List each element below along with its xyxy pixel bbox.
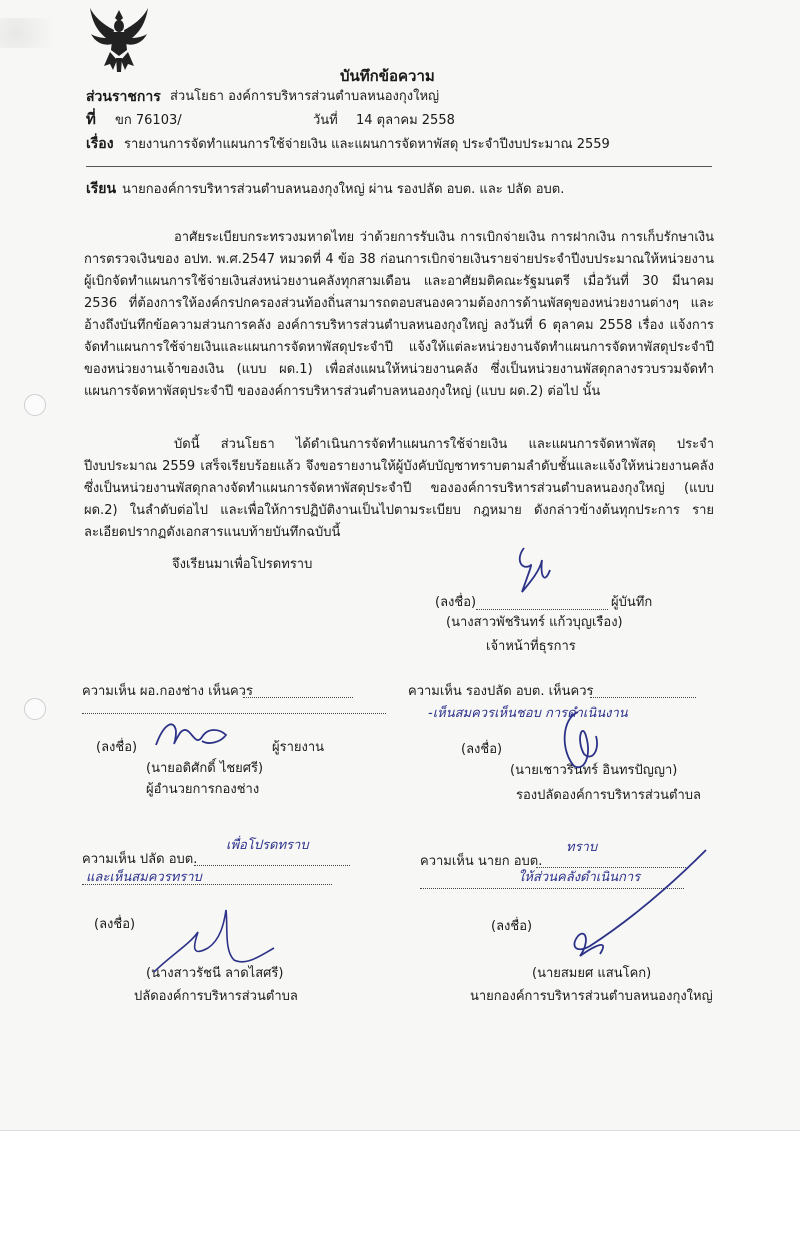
memo-title: บันทึกข้อความ xyxy=(340,67,435,85)
deputy-sign-label: (ลงชื่อ) xyxy=(461,742,503,757)
palad-handwritten-1: เพื่อโปรดทราบ xyxy=(226,838,309,853)
recorder-signature xyxy=(512,540,562,602)
deputy-handwritten-note: -เห็นสมควรเห็นชอบ การดำเนินงาน xyxy=(428,706,628,721)
punch-hole xyxy=(24,394,46,416)
engineering-role: ผู้รายงาน xyxy=(272,740,325,755)
mayor-handwritten-1: ทราบ xyxy=(566,840,598,855)
mayor-position: นายกองค์การบริหารส่วนตำบลหนองกุงใหญ่ xyxy=(470,989,713,1004)
garuda-emblem-icon xyxy=(88,6,150,74)
deputy-position: รองปลัดองค์การบริหารส่วนตำบล xyxy=(516,788,701,803)
engineering-position: ผู้อำนวยการกองช่าง xyxy=(146,782,260,797)
deputy-signature xyxy=(556,706,606,776)
recorder-role: ผู้บันทึก xyxy=(611,595,653,610)
subject-label: เรื่อง xyxy=(86,136,114,152)
header-divider xyxy=(86,166,712,167)
mayor-handwritten-2: ให้ส่วนคลังดำเนินการ xyxy=(518,870,641,885)
palad-name: (นางสาวรัชนี ลาดไสศรี) xyxy=(146,966,284,981)
mayor-signature xyxy=(560,846,710,964)
deputy-name: (นายเชาวรินทร์ อินทรปัญญา) xyxy=(510,763,678,778)
engineering-opinion-line-2 xyxy=(82,703,386,714)
date-label: วันที่ xyxy=(313,113,338,128)
date-value: 14 ตุลาคม 2558 xyxy=(356,113,455,128)
subject-value: รายงานการจัดทำแผนการใช้จ่ายเงิน และแผนการจัดหาพัสดุ ประจำปีงบประมาณ 2559 xyxy=(124,137,610,152)
deputy-opinion-label: ความเห็น รองปลัด อบต. เห็นควร xyxy=(408,684,594,699)
recorder-position: เจ้าหน้าที่ธุรการ xyxy=(486,639,576,654)
salutation-value: นายกองค์การบริหารส่วนตำบลหนองกุงใหญ่ ผ่าน รองปลัด อบต. และ ปลัด อบต. xyxy=(122,182,565,197)
engineering-opinion-label: ความเห็น ผอ.กองช่าง เห็นควร xyxy=(82,684,253,699)
engineering-sign-label: (ลงชื่อ) xyxy=(96,740,138,755)
department-label: ส่วนราชการ xyxy=(86,89,161,105)
palad-handwritten-2: และเห็นสมควรทราบ xyxy=(86,870,202,885)
body-paragraph-1: อาศัยระเบียบกระทรวงมหาดไทย ว่าด้วยการรับเงิน การเบิกจ่ายเงิน การฝากเงิน การเก็บรักษาเงินการตรวจเงินของ อปท. พ.ศ.2547 หมวดที่ 4 ข้อ 38 ก่อนการเบิกจ่ายเงินรายจ่ายประจำปีงบประมาณให้หน่วยงานผู้เบิกจัดทำแผนการใช้จ่ายเงินส่งหน่วยงานคลังทุกสามเดือน และอาศัยมติคณะรัฐมนตรี เมื่อวันที่ 30 มีนาคม 2536 ที่ต้องการให้องค์กรปกครองส่วนท้องถิ่นสามารถตอบสนองความต้องการด้านพัสดุของหน่วยงานต่างๆ และอ้างถึงบันทึกข้อความส่วนการคลัง องค์การบริหารส่วนตำบลหนองกุงใหญ่ ลงวันที่ 6 ตุลาคม 2558 เรื่อง แจ้งการจัดทำแผนการใช้จ่ายเงินและแผนการจัดหาพัสดุประจำปี แจ้งให้แต่ละหน่วยงานจัดทำแผนการจัดหาพัสดุประจำปีของหน่วยงานเจ้าของเงิน (แบบ ผด.1) เพื่อส่งแผนให้หน่วยงานคลัง ซึ่งเป็นหน่วยงานพัสดุกลางรวบรวมจัดทำแผนการจัดหาพัสดุประจำปี ขององค์การบริหารส่วนตำบลหนองกุงใหญ่ (แบบ ผด.2) ต่อไป นั้น xyxy=(84,230,714,399)
palad-sign-label: (ลงชื่อ) xyxy=(94,917,136,932)
department-value: ส่วนโยธา องค์การบริหารส่วนตำบลหนองกุงใหญ่ xyxy=(170,89,440,104)
palad-signature xyxy=(150,904,280,982)
salutation-label: เรียน xyxy=(86,181,117,197)
body-paragraph-2: บัดนี้ ส่วนโยธา ได้ดำเนินการจัดทำแผนการใช้จ่ายเงิน และแผนการจัดหาพัสดุ ประจำปีงบประมาณ 2559 เสร็จเรียบร้อยแล้ว จึงขอรายงานให้ผู้บังคับบัญชาทราบตามลำดับชั้นและแจ้งให้หน่วยงานคลังซึ่งเป็นหน่วยงานพัสดุกลางจัดทำแผนการจัดหาพัสดุประจำปี ขององค์การบริหารส่วนตำบลหนองกุงใหญ่ (แบบ ผด.2) ในลำดับต่อไป และเพื่อให้การปฏิบัติงานเป็นไปตามระเบียบ กฎหมาย ดังกล่าวข้างต้นทุกประการ รายละเอียดปรากฏดังเอกสารแนบท้ายบันทึกฉบับนี้ xyxy=(84,437,714,540)
mayor-name: (นายสมยศ แสนโคก) xyxy=(532,966,652,981)
closing-line: จึงเรียนมาเพื่อโปรดทราบ xyxy=(172,557,313,572)
engineering-name: (นายอดิศักดิ์ ไชยศรี) xyxy=(146,761,264,776)
palad-opinion-label: ความเห็น ปลัด อบต. xyxy=(82,852,198,867)
doc-number-value: ขก 76103/ xyxy=(115,113,182,128)
mayor-sign-label: (ลงชื่อ) xyxy=(491,919,533,934)
deputy-opinion-line xyxy=(590,683,696,698)
recorder-sign-label: (ลงชื่อ) xyxy=(435,595,477,610)
engineering-signature xyxy=(150,715,240,755)
scan-artifact xyxy=(0,18,80,48)
palad-position: ปลัดองค์การบริหารส่วนตำบล xyxy=(134,989,298,1004)
punch-hole xyxy=(24,698,46,720)
doc-number-label: ที่ xyxy=(86,110,96,128)
engineering-opinion-line-1 xyxy=(243,683,353,698)
recorder-name: (นางสาวพัชรินทร์ แก้วบุญเรือง) xyxy=(446,615,623,630)
mayor-opinion-label: ความเห็น นายก อบต. xyxy=(420,854,543,869)
